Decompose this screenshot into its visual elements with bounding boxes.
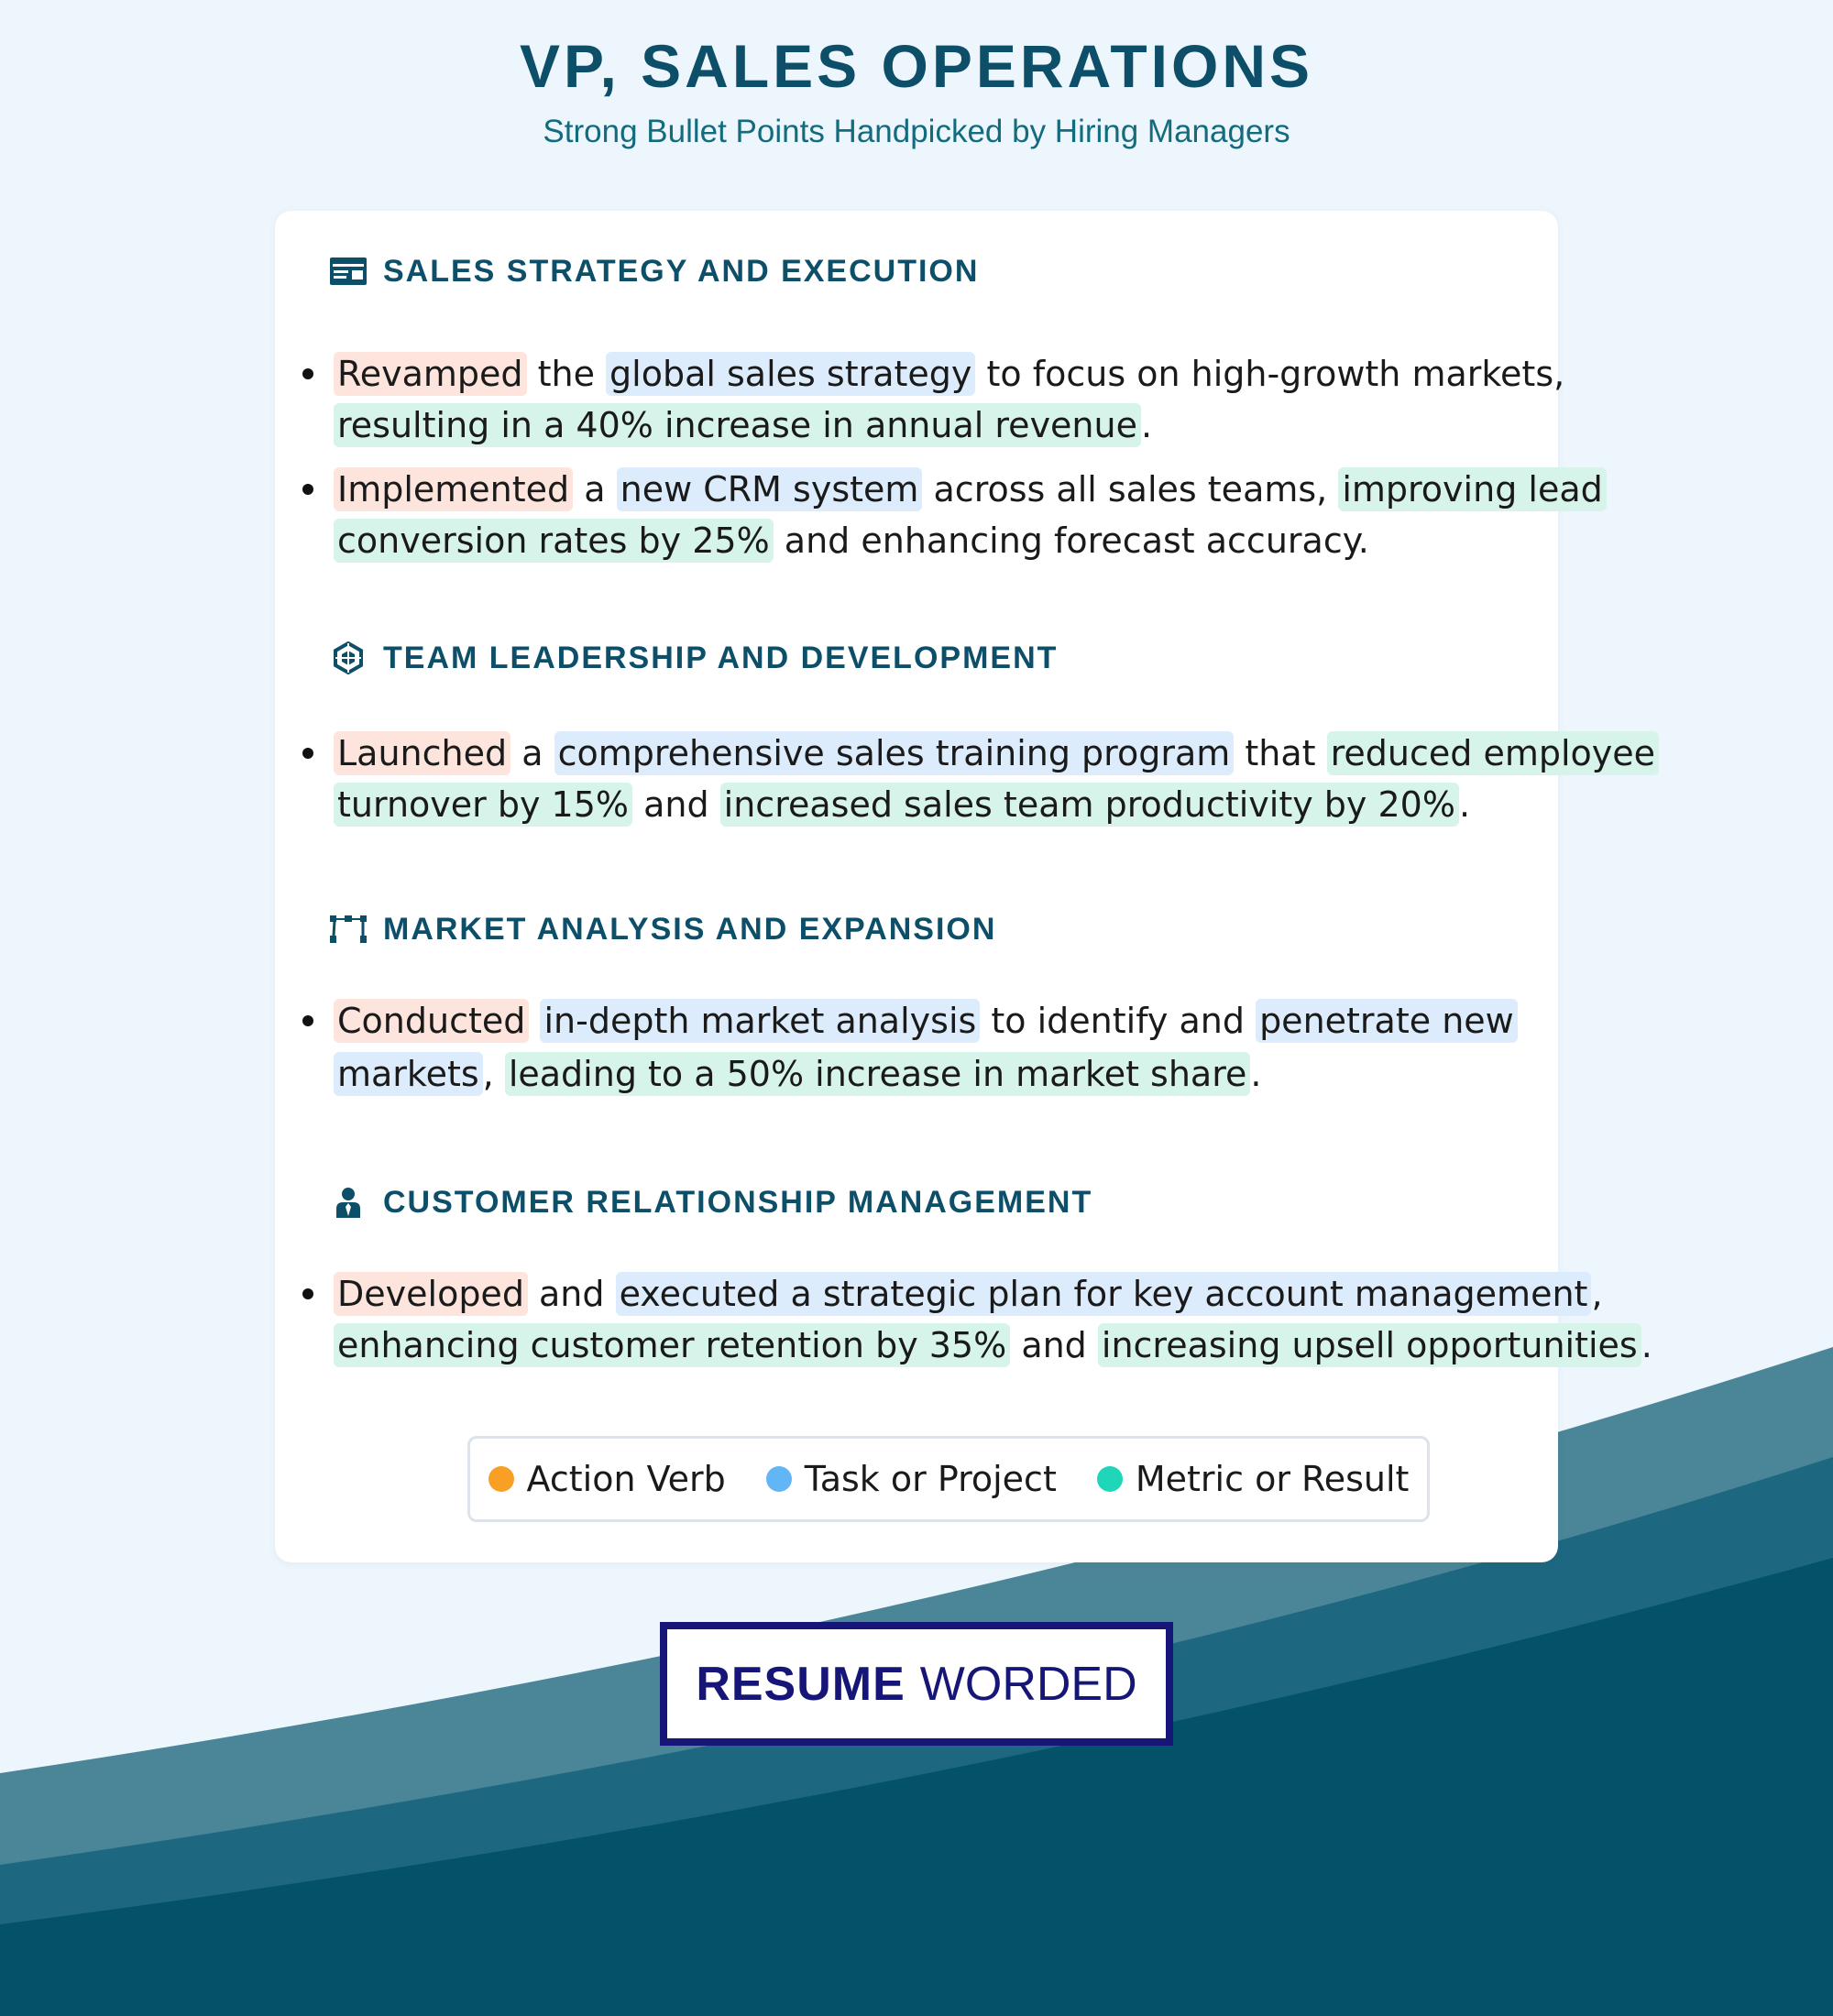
network-hexagon-icon — [330, 640, 367, 676]
text-plain: and — [527, 1274, 616, 1314]
text-plain: . — [1140, 405, 1153, 445]
page-title: VP, SALES OPERATIONS — [519, 32, 1314, 100]
resume-worded-logo — [660, 1622, 1173, 1746]
highlight-action: Revamped — [334, 352, 527, 396]
id-card-icon — [330, 253, 367, 290]
text-plain: and enhancing forecast accuracy. — [773, 520, 1369, 561]
text-plain — [529, 1001, 540, 1041]
legend-label: Action Verb — [526, 1459, 726, 1499]
bullet-dot — [302, 368, 313, 379]
bullet-dot — [302, 748, 313, 759]
legend-item-task — [766, 1459, 1057, 1499]
highlight-task: new CRM system — [617, 467, 923, 511]
highlight-metric: reduced employee — [1327, 731, 1659, 775]
text-plain: that — [1234, 733, 1327, 773]
bullet-line — [334, 348, 1564, 400]
section-title: SALES STRATEGY AND EXECUTION — [383, 253, 980, 289]
legend — [467, 1436, 1430, 1522]
highlight-task: markets — [334, 1052, 483, 1096]
legend-label: Task or Project — [804, 1459, 1057, 1499]
highlight-metric: improving lead — [1338, 467, 1606, 511]
legend-label: Metric or Result — [1135, 1459, 1410, 1499]
highlight-metric: enhancing customer retention by 35% — [334, 1323, 1010, 1367]
text-plain: to identify and — [980, 1001, 1257, 1041]
legend-item-action — [488, 1459, 726, 1499]
highlight-metric: resulting in a 40% increase in annual revenue — [334, 403, 1141, 447]
user-tie-icon — [330, 1184, 367, 1221]
bullet-line — [334, 464, 1607, 515]
highlight-metric: leading to a 50% increase in market share — [505, 1052, 1251, 1096]
section-title: CUSTOMER RELATIONSHIP MANAGEMENT — [383, 1184, 1093, 1220]
highlight-task: penetrate new — [1256, 999, 1518, 1043]
section-header — [330, 911, 996, 948]
flow-nodes-icon — [330, 911, 367, 948]
bullet-line — [334, 1048, 1261, 1100]
bullet-dot — [302, 484, 313, 495]
text-plain: and — [632, 784, 720, 825]
highlight-metric: turnover by 15% — [334, 783, 632, 827]
text-plain: . — [1641, 1325, 1652, 1365]
highlight-action: Implemented — [334, 467, 573, 511]
text-plain: across all sales teams, — [922, 469, 1339, 509]
bullet-dot — [302, 1288, 313, 1299]
section-header — [330, 640, 1058, 676]
text-plain: and — [1010, 1325, 1098, 1365]
bullet-line — [334, 995, 1518, 1046]
text-plain: , — [482, 1054, 505, 1094]
bullet-line — [334, 515, 1369, 566]
highlight-metric: increasing upsell opportunities — [1098, 1323, 1641, 1367]
text-plain: the — [526, 354, 607, 394]
bullet-line — [334, 779, 1470, 830]
text-plain: , — [1591, 1274, 1603, 1314]
highlight-task: in-depth market analysis — [540, 999, 980, 1043]
bullet-line — [334, 1320, 1652, 1371]
highlight-action: Developed — [334, 1272, 528, 1316]
bullet-line — [334, 1268, 1603, 1320]
text-plain: . — [1250, 1054, 1262, 1094]
logo-text-bold: RESUME — [696, 1657, 906, 1711]
highlight-action: Conducted — [334, 999, 529, 1043]
highlight-task: comprehensive sales training program — [554, 731, 1235, 775]
highlight-metric: conversion rates by 25% — [334, 519, 774, 563]
section-header — [330, 1184, 1092, 1221]
text-plain: . — [1458, 784, 1471, 825]
bullet-dot — [302, 1015, 313, 1026]
page-subtitle: Strong Bullet Points Handpicked by Hiring Managers — [543, 114, 1290, 149]
highlight-metric: increased sales team productivity by 20% — [720, 783, 1459, 827]
bullet-line — [334, 400, 1152, 451]
highlight-task: global sales strategy — [606, 352, 975, 396]
legend-dot-action — [488, 1466, 514, 1492]
text-plain: to focus on high-growth markets, — [975, 354, 1565, 394]
section-header — [330, 253, 979, 290]
text-plain: a — [573, 469, 617, 509]
logo-text-light: WORDED — [919, 1657, 1137, 1711]
legend-dot-metric — [1097, 1466, 1123, 1492]
legend-dot-task — [766, 1466, 792, 1492]
highlight-action: Launched — [334, 731, 510, 775]
section-title: TEAM LEADERSHIP AND DEVELOPMENT — [383, 640, 1059, 675]
legend-item-metric — [1097, 1459, 1410, 1499]
section-title: MARKET ANALYSIS AND EXPANSION — [383, 911, 997, 947]
bullet-line — [334, 728, 1659, 779]
bullet-points-card — [275, 211, 1656, 1562]
page-header — [0, 0, 1833, 150]
highlight-task: executed a strategic plan for key account management — [616, 1272, 1592, 1316]
text-plain: a — [510, 733, 554, 773]
